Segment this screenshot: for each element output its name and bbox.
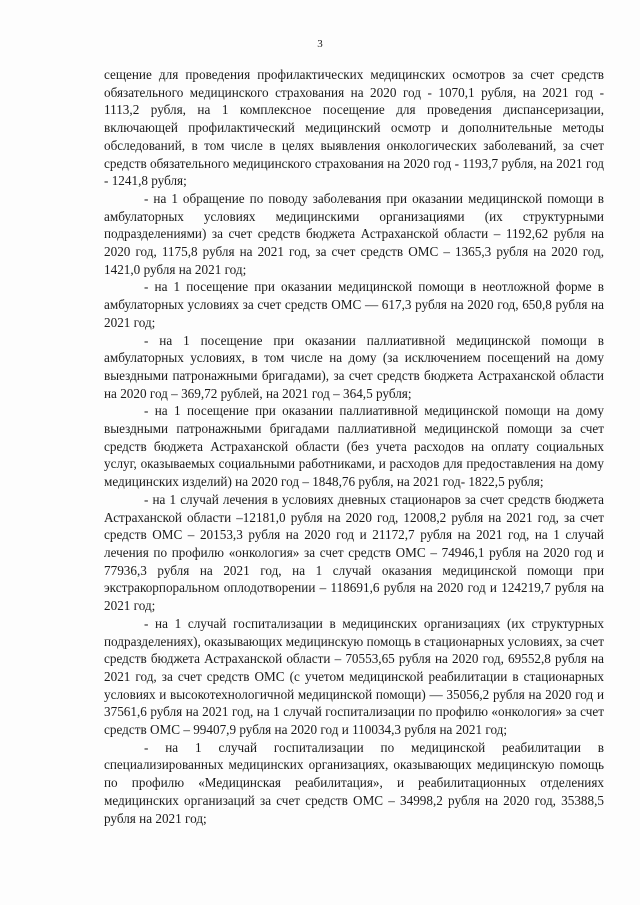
paragraph-rehabilitation-cost: - на 1 случай госпитализации по медицинской реабилитации в специализированных медицинских организациях, оказывающих медицинскую помощь по профилю «Медицинская реабилитация», и реабилитационных отделениях медицинских организаций за счет средств ОМС – 34998,2 рубля на 2020 год, 35388,5 рубля на 2021 год; [104, 739, 604, 826]
paragraph-outpatient-visit-cost: - на 1 обращение по поводу заболевания при оказании медицинской помощи в амбулаторных условиях медицинскими организациями (их структурными подразделениями) за счет средств бюджета Астраханской области – 1192,62 рубля на 2020 год, 1175,8 рубля на 2021 год, за счет средств ОМС – 1365,3 рубля на 2020 год, 1421,0 рубля на 2021 год; [104, 190, 604, 277]
paragraph-day-hospital-cost: - на 1 случай лечения в условиях дневных стационаров за счет средств бюджета Астраханской области –12181,0 рубля на 2020 год, 12008,2 рубля на 2021 год, за счет средств ОМС – 20153,3 рубля на 2020 год и 21172,7 рубля на 2021 год, на 1 случай лечения по профилю «онкология» за счет средств ОМС – 74946,1 рубля на 2020 год и 77936,3 рубля на 2021 год, на 1 случай оказания медицинской помощи при экстракорпоральном оплодотворении – 118691,6 рубля на 2020 год и 124219,7 рубля на 2021 год; [104, 491, 604, 614]
document-body [104, 66, 604, 827]
paragraph-hospitalization-cost: - на 1 случай госпитализации в медицинских организациях (их структурных подразделениях), оказывающих медицинскую помощь в стационарных условиях, за счет средств бюджета Астраханской области – 70553,65 рубля на 2020 год, 69552,8 рубля на 2021 год, за счет средств ОМС (с учетом медицинской реабилитации в стационарных условиях и высокотехнологичной медицинской помощи) — 35056,2 рубля на 2020 год и 37561,6 рубля на 2021 год, на 1 случай госпитализации по профилю «онкология» за счет средств ОМС – 99407,9 рубля на 2020 год и 110034,3 рубля на 2021 год; [104, 615, 604, 738]
paragraph-palliative-outpatient-cost: - на 1 посещение при оказании паллиативной медицинской помощи в амбулаторных условиях, в том числе на дому (за исключением посещений на дому выездными патронажными бригадами), за счет средств бюджета Астраханской области на 2020 год – 369,72 рублей, на 2021 год – 364,5 рубля; [104, 332, 604, 401]
paragraph-palliative-home-team-cost: - на 1 посещение при оказании паллиативной медицинской помощи на дому выездными патронажными бригадами паллиативной медицинской помощи за счет средств бюджета Астраханской области (без учета расходов на оплату социальных услуг, оказываемых социальными работниками, и расходов для предоставления на дому медицинских изделий) на 2020 год – 1848,76 рубля, на 2021 год- 1822,5 рубля; [104, 403, 604, 490]
paragraph-urgent-care-cost: - на 1 посещение при оказании медицинской помощи в неотложной форме в амбулаторных условиях за счет средств ОМС — 617,3 рубля на 2020 год, 650,8 рубля на 2021 год; [104, 279, 604, 330]
page-number: 3 [317, 38, 323, 50]
paragraph-screening-costs: сещение для проведения профилактических медицинских осмотров за счет средств обязательного медицинского страхования на 2020 год - 1070,1 рубля, на 2021 год - 1113,2 рубля, на 1 комплексное посещение для проведения диспансеризации, включающей профилактический медицинский осмотр и дополнительные методы обследований, в том числе в целях выявления онкологических заболеваний, за счет средств обязательного медицинского страхования на 2020 год - 1193,7 рубля, на 2021 год - 1241,8 рубля; [104, 67, 604, 189]
